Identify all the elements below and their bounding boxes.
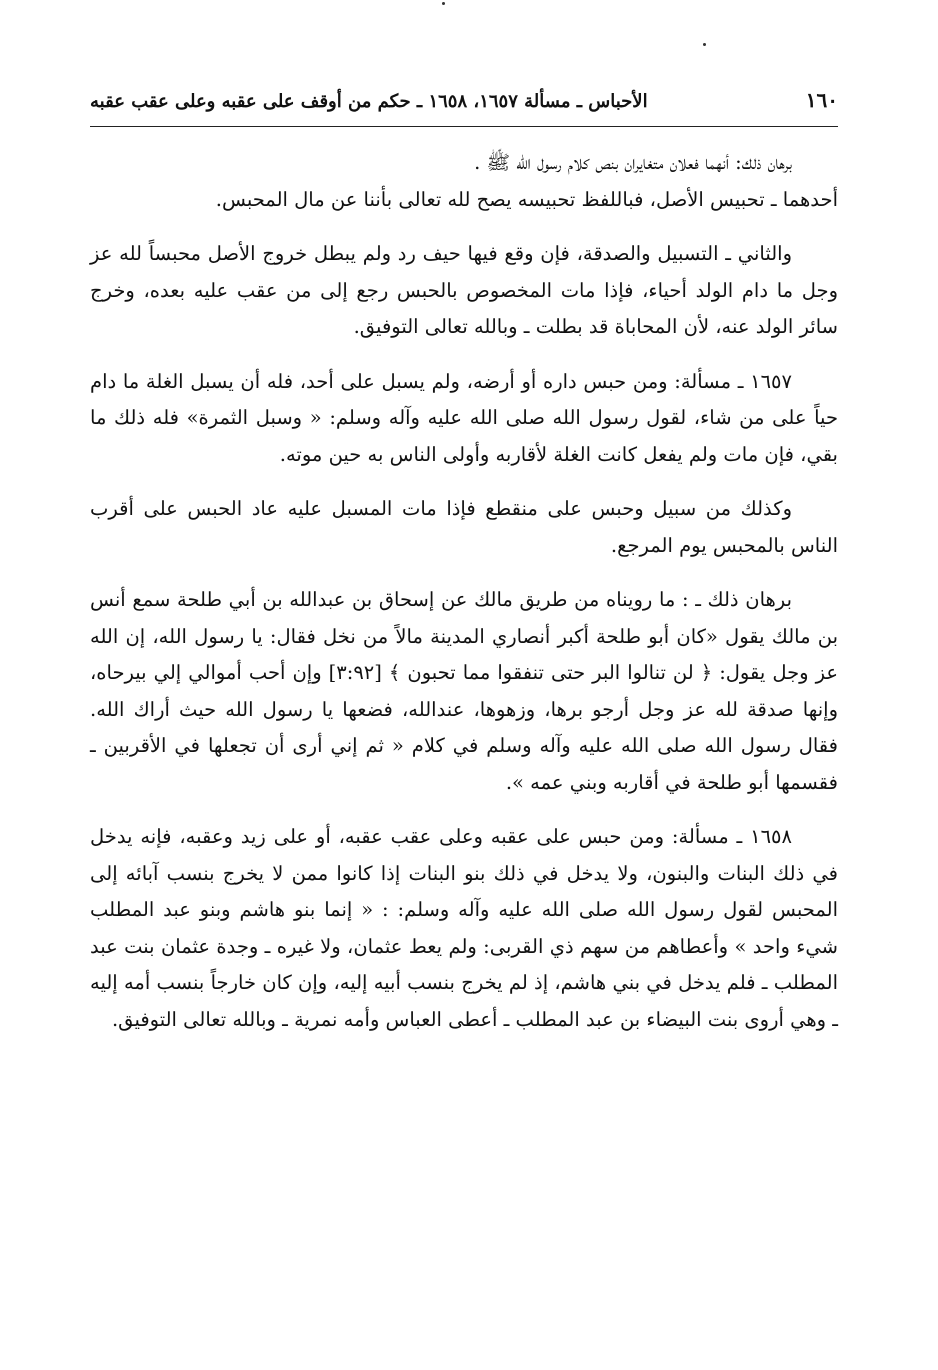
paragraph: ١٦٥٧ ـ مسألة: ومن حبس داره أو أرضه، ولم يسبل على أحد، فله أن يسبل الغلة ما دام حياً على من شاء، لقول رسول الله صلى الله عليه وآله وسلم: « وسبل الثمرة» فله ذلك ما بقي، فإن مات ولم يفعل كانت الغلة لأقاربه وأولى الناس به حين موته. [90,369,838,466]
paragraph: ١٦٥٨ ـ مسألة: ومن حبس على عقبه وعلى عقب عقبه، أو على زيد وعقبه، فإنه يدخل في ذلك البنات والبنون، ولا يدخل في ذلك بنو البنات إذا كانوا ممن لا يخرج بنسب آبائه إلى المحبس لقول رسول الله صلى الله عليه وآله وسلم: : « إنما بنو هاشم وبنو عبد المطلب شيء واحد » وأعطاهم من سهم ذي القربى: ولم يعط عثمان، ولا غيره ـ وجدة عثمان بنت عبد المطلب ـ فلم يدخل في بني هاشم، إذ لم يخرج بنسب أبيه إليه، وإن كان خارجاً بنسب أمه إليه ـ وهي أروى بنت البيضاء بن عبد المطلب ـ أعطى العباس وأمه نمرية ـ وبالله تعالى التوفيق. [90,825,838,1031]
paragraph: وكذلك من سبيل وحبس على منقطع فإذا مات المسبل عليه عاد الحبس على أقرب الناس بالمحبس يوم المرجع. [90,497,838,557]
paragraph: والثاني ـ التسبيل والصدقة، فإن وقع فيها حيف رد ولم يبطل خروج الأصل محبساً لله عز وجل ما دام الولد أحياء، فإذا مات المخصوص بالحبس رجع إلى من عقب عليه بعده، وخرج سائر الولد عنه، لأن المحاباة قد بطلت ـ وبالله تعالى التوفيق. [90,242,838,338]
paragraph: برهان ذلك: أنهما فعلان متغايران بنص كلام رسول الله ﷺ . [474,151,792,174]
page-number: ١٦٠ [805,88,838,112]
page-body [90,145,838,1038]
running-header [90,88,838,127]
running-title: الأحباس ـ مسألة ١٦٥٧، ١٦٥٨ ـ حكم من أوقف على عقبه وعلى عقب عقبه [90,91,648,112]
scan-speck [442,2,445,5]
scan-speck [703,43,706,46]
paragraph: برهان ذلك ـ : ما رويناه من طريق مالك عن إسحاق بن عبدالله بن أبي طلحة سمع أنس بن مالك يقول «كان أبو طلحة أكبر أنصاري المدينة مالاً من نخل فقال: يا رسول الله، إن الله عز وجل يقول: ﴿ لن تنالوا البر حتى تنفقوا مما تحبون ﴾ [٣:٩٢] وإن أحب أموالي إلي بيرحاه، وإنها صدقة لله عز وجل أرجو برها، وزهوها، عندالله، فضعها يا رسول الله حيث أراك الله. فقال رسول الله صلى الله عليه وآله وسلم في كلام « ثم إني أرى أن تجعلها في الأقربين ـ فقسمها أبو طلحة في أقاربه وبني عمه ». [90,588,838,794]
paragraph: أحدهما ـ تحبيس الأصل، فباللفظ تحبيسه يصح لله تعالى بأننا عن مال المحبس. [215,187,838,211]
